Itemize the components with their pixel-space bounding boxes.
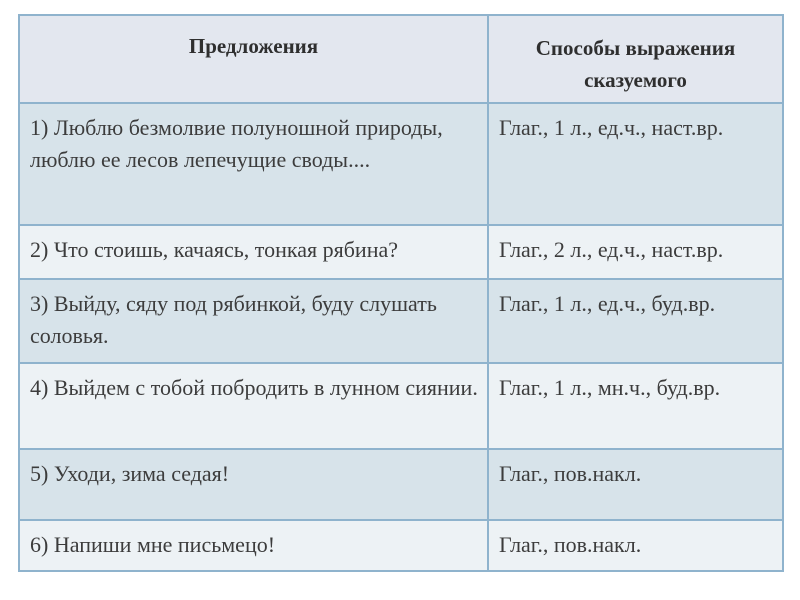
predicate-cell xyxy=(488,225,783,279)
sentence-cell xyxy=(19,103,488,225)
sentence-cell xyxy=(19,449,488,520)
predicate-cell xyxy=(488,103,783,225)
predicate-text: Глаг., 2 л., ед.ч., наст.вр. xyxy=(499,237,724,262)
sentence-cell xyxy=(19,520,488,571)
predicate-text: Глаг., 1 л., мн.ч., буд.вр. xyxy=(499,375,721,400)
sentence-text: 1) Люблю безмолвие полуношной природы, люблю ее лесов лепечущие своды.... xyxy=(30,115,443,172)
sentence-cell xyxy=(19,225,488,279)
predicate-cell xyxy=(488,279,783,363)
header-sentences xyxy=(19,15,488,103)
sentence-text: 2) Что стоишь, качаясь, тонкая рябина? xyxy=(30,237,398,262)
sentence-text: 4) Выйдем с тобой побродить в лунном сиянии. xyxy=(30,375,478,400)
sentence-text: 6) Напиши мне письмецо! xyxy=(30,532,276,557)
predicate-text: Глаг., пов.накл. xyxy=(499,532,642,557)
table-row xyxy=(19,449,783,520)
table-row xyxy=(19,279,783,363)
predicate-text: Глаг., пов.накл. xyxy=(499,461,642,486)
predicate-text: Глаг., 1 л., ед.ч., буд.вр. xyxy=(499,291,716,316)
predicate-text: Глаг., 1 л., ед.ч., наст.вр. xyxy=(499,115,724,140)
sentence-cell xyxy=(19,363,488,449)
table-row xyxy=(19,225,783,279)
table-row xyxy=(19,520,783,571)
sentence-cell xyxy=(19,279,488,363)
header-sentences-label: Предложения xyxy=(188,34,319,58)
header-predicate-ways-label: Способы выражения сказуемого xyxy=(535,36,736,92)
sentence-text: 3) Выйду, сяду под рябинкой, буду слушать соловья. xyxy=(30,291,437,348)
predicate-cell xyxy=(488,363,783,449)
table-header-row xyxy=(19,15,783,103)
table-row xyxy=(19,103,783,225)
predicate-table xyxy=(18,14,784,572)
header-predicate-ways xyxy=(488,15,783,103)
predicate-cell xyxy=(488,520,783,571)
predicate-cell xyxy=(488,449,783,520)
table-row xyxy=(19,363,783,449)
sentence-text: 5) Уходи, зима седая! xyxy=(30,461,230,486)
